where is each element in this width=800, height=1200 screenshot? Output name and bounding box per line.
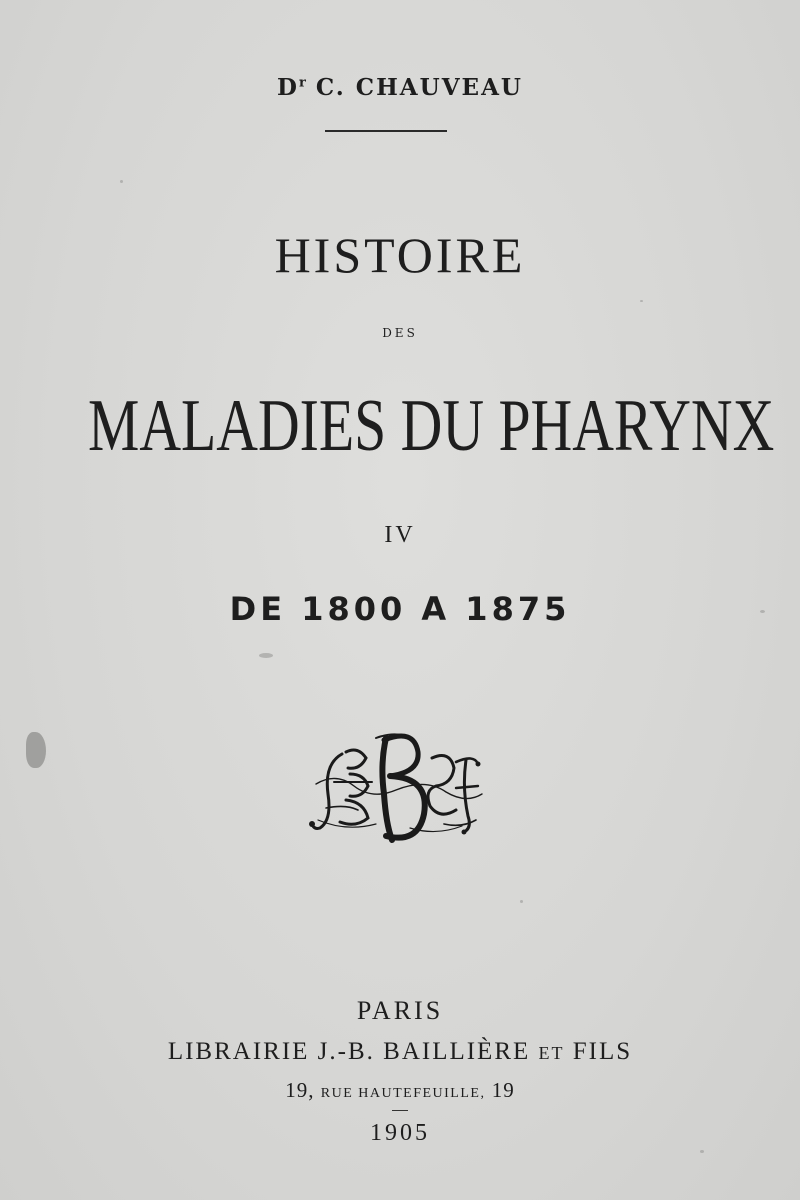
main-title: MALADIES DU PHARYNX — [88, 385, 775, 467]
title-line-des: DES — [382, 326, 418, 340]
paper-speck — [259, 653, 273, 658]
paper-speck — [520, 900, 523, 903]
address-number-start: 19, — [285, 1078, 315, 1102]
imprint-city: PARIS — [356, 996, 444, 1025]
paper-speck — [640, 300, 643, 302]
address-street: RUE HAUTEFEUILLE, — [320, 1086, 486, 1101]
paper-speck — [120, 180, 123, 183]
imprint-address — [0, 1078, 800, 1103]
imprint-publisher — [0, 1038, 800, 1066]
author-prefix: D — [277, 74, 299, 101]
publisher-conjunction: ET — [538, 1043, 565, 1063]
publisher-monogram-icon — [306, 724, 484, 848]
year-divider — [392, 1110, 408, 1111]
author-line — [0, 74, 800, 101]
author-prefix-sup: r — [298, 75, 306, 91]
volume-number: IV — [384, 522, 416, 548]
address-number-end: 19 — [491, 1078, 515, 1102]
period-subtitle: DE 1800 A 1875 — [229, 590, 571, 628]
title-line-histoire: HISTOIRE — [274, 227, 526, 283]
paper-stain — [26, 732, 46, 768]
publisher-name: LIBRAIRIE J.-B. BAILLIÈRE — [167, 1038, 531, 1065]
imprint-year: 1905 — [370, 1120, 430, 1146]
publisher-suffix: FILS — [572, 1038, 633, 1065]
paper-speck — [700, 1150, 704, 1153]
author-name: C. CHAUVEAU — [315, 74, 523, 101]
author-divider — [325, 130, 447, 132]
